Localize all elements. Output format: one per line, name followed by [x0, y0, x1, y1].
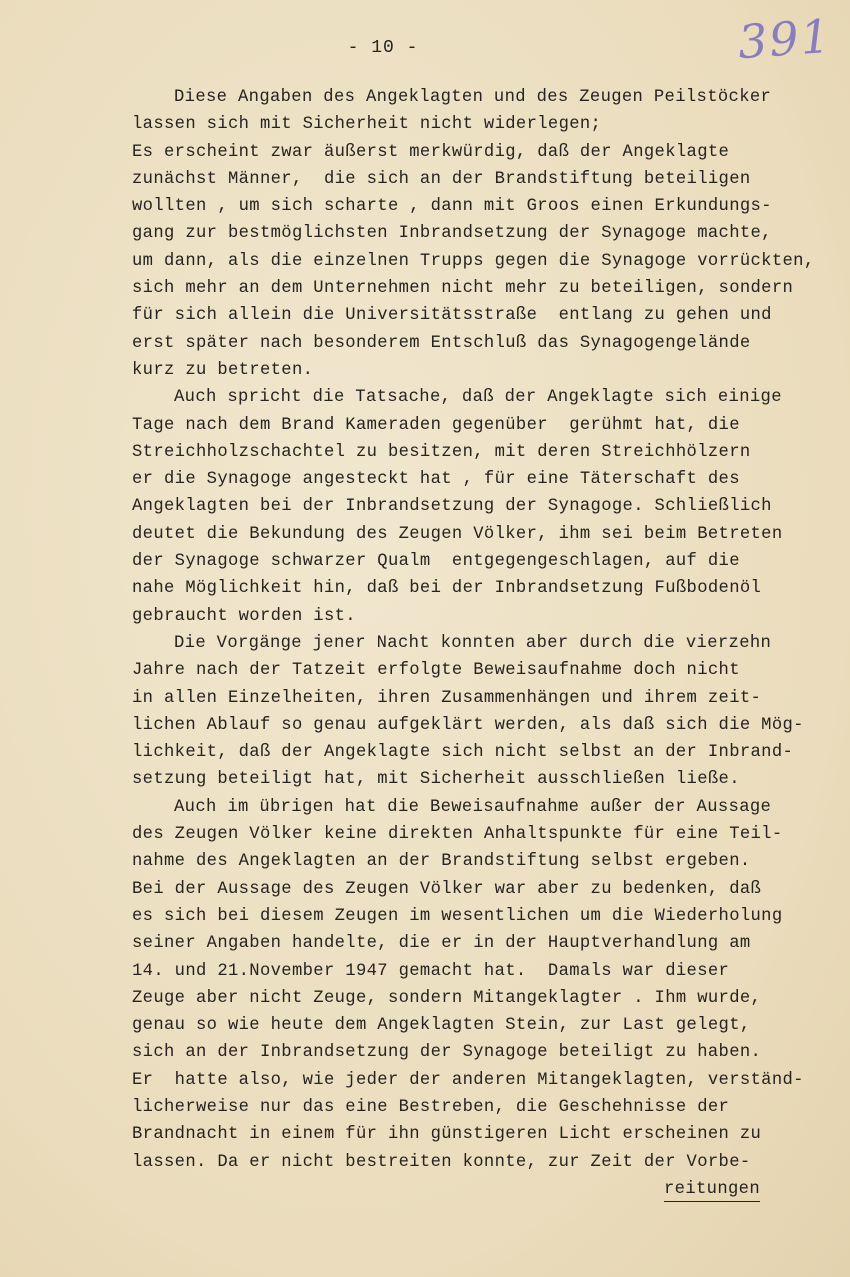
text-line: lassen. Da er nicht bestreiten konnte, zur Zeit der Vorbe-: [132, 1152, 751, 1172]
text-line: nahme des Angeklagten an der Brandstiftung selbst ergeben.: [132, 852, 751, 872]
text-line: Streichholzschachtel zu besitzen, mit deren Streichhölzern: [132, 442, 751, 462]
text-line: Jahre nach der Tatzeit erfolgte Beweisaufnahme doch nicht: [132, 661, 740, 681]
text-line: der Synagoge schwarzer Qualm entgegengeschlagen, auf die: [132, 552, 740, 572]
text-line: Auch im übrigen hat die Beweisaufnahme außer der Aussage: [174, 797, 772, 817]
text-line: deutet die Bekundung des Zeugen Völker, ihm sei beim Betreten: [132, 524, 783, 544]
text-line: in allen Einzelheiten, ihren Zusammenhängen und ihrem zeit-: [132, 688, 762, 708]
text-line: um dann, als die einzelnen Trupps gegen die Synagoge vorrückten,: [132, 251, 815, 271]
text-line: Bei der Aussage des Zeugen Völker war aber zu bedenken, daß: [132, 879, 762, 899]
text-line: des Zeugen Völker keine direkten Anhaltspunkte für eine Teil-: [132, 825, 783, 845]
text-line: Brandnacht in einem für ihn günstigeren Licht erscheinen zu: [132, 1125, 762, 1145]
catchword: reitungen: [664, 1180, 760, 1202]
text-line: seiner Angaben handelte, die er in der Hauptverhandlung am: [132, 934, 751, 954]
text-line: erst später nach besonderem Entschluß das Synagogengelände: [132, 333, 751, 353]
text-line: Es erscheint zwar äußerst merkwürdig, daß der Angeklagte: [132, 142, 730, 162]
text-line: 14. und 21.November 1947 gemacht hat. Damals war dieser: [132, 961, 730, 981]
text-line: Zeuge aber nicht Zeuge, sondern Mitangeklagter . Ihm wurde,: [132, 988, 762, 1008]
text-line: Tage nach dem Brand Kameraden gegenüber gerühmt hat, die: [132, 415, 740, 435]
text-line: sich mehr an dem Unternehmen nicht mehr zu beteiligen, sondern: [132, 279, 794, 299]
text-line: nahe Möglichkeit hin, daß bei der Inbrandsetzung Fußbodenöl: [132, 579, 762, 599]
text-line: setzung beteiligt hat, mit Sicherheit ausschließen ließe.: [132, 770, 740, 790]
text-line: licherweise nur das eine Bestreben, die Geschehnisse der: [132, 1097, 730, 1117]
text-line: sich an der Inbrandsetzung der Synagoge beteiligt zu haben.: [132, 1043, 762, 1063]
page-number: - 10 -: [347, 38, 419, 58]
text-line: wollten , um sich scharte , dann mit Groos einen Erkundungs-: [132, 197, 772, 217]
archive-number: 391: [736, 8, 834, 70]
text-line: Diese Angaben des Angeklagten und des Zeugen Peilstöcker: [174, 88, 772, 107]
text-line: lichkeit, daß der Angeklagte sich nicht selbst an der Inbrand-: [132, 743, 794, 763]
text-line: kurz zu betreten.: [132, 360, 314, 380]
text-line: gebraucht worden ist.: [132, 606, 356, 626]
text-line: gang zur bestmöglichsten Inbrandsetzung der Synagoge machte,: [132, 224, 772, 244]
text-line: es sich bei diesem Zeugen im wesentlichen um die Wiederholung: [132, 906, 783, 926]
text-line: Auch spricht die Tatsache, daß der Angeklagte sich einige: [174, 388, 782, 408]
text-line: Angeklagten bei der Inbrandsetzung der Synagoge. Schließlich: [132, 497, 772, 517]
text-line: Er hatte also, wie jeder der anderen Mitangeklagten, verständ-: [132, 1070, 804, 1090]
text-line: er die Synagoge angesteckt hat , für eine Täterschaft des: [132, 470, 740, 490]
text-line: für sich allein die Universitätsstraße entlang zu gehen und: [132, 306, 772, 326]
body-text: [132, 84, 832, 1176]
text-line: Die Vorgänge jener Nacht konnten aber durch die vierzehn: [174, 633, 772, 653]
text-line: lichen Ablauf so genau aufgeklärt werden, als daß sich die Mög-: [132, 715, 804, 735]
text-line: zunächst Männer, die sich an der Brandstiftung beteiligen: [132, 169, 751, 189]
text-line: lassen sich mit Sicherheit nicht widerlegen;: [132, 115, 602, 135]
text-line: genau so wie heute dem Angeklagten Stein, zur Last gelegt,: [132, 1016, 751, 1036]
